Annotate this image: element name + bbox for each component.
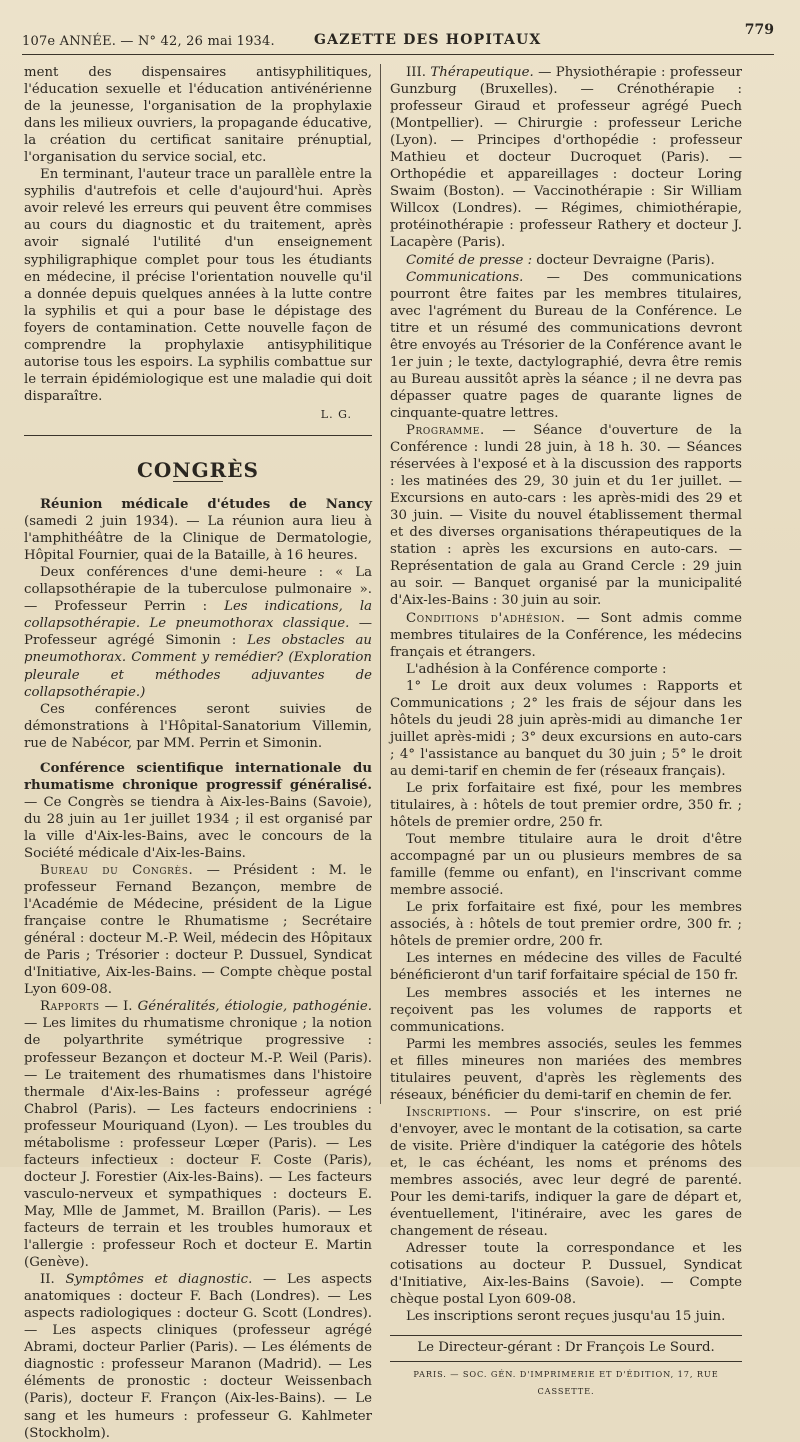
rapports-text: — Les limites du rhumatisme chronique ; la notion de polyarthrite symétrique progressive : professeur Bezançon et docteur M.-P. Weil (Paris). — Le traitement des rhumatismes dans l'histoire thermale d'Aix-les-Bains : professeur agrégé Chabrol (Paris). — Les facteurs endocriniens : professeur Mouriquand (Lyon). — Les troubles du métabolisme : professeur Lœper (Paris). — Les facteurs infectieux : docteur F. Coste (Paris), docteur J. Forestier (Aix-les-Bains). — Les facteurs vasculo-nerveux et sympathiques : docteurs E. May, Mlle de Jammet, M. Braillon (Paris). — Les facteurs de terrain et les troubles humoraux et l'allergie : professeur Roch et docteur E. Martin (Genève). (24, 1016, 372, 1271)
author-signature: L. G. (320, 407, 352, 421)
adresser-paragraph: Adresser toute la correspondance et les cotisations au docteur P. Dussuel, Syndicat d'Initiative, Aix-les-Bains (Savoie). — Compte chèque postal Lyon 609-08. (390, 1241, 742, 1308)
conditions-label: Conditions d'adhésion. (406, 610, 566, 626)
column-divider (380, 64, 381, 1104)
adhesion-intro: L'adhésion à la Conférence comporte : (406, 661, 667, 677)
presse-text: docteur Devraigne (Paris). (536, 252, 715, 268)
recues-paragraph: Les inscriptions seront reçues jusqu'au 15 juin. (406, 1309, 726, 1325)
presse-paragraph (390, 252, 742, 269)
right-column (390, 64, 742, 1400)
conference-text: — Ce Congrès se tiendra à Aix-les-Bains (Savoie), du 28 juin au 1er juillet 1934 ; il est organisé par la ville d'Aix-les-Bains, avec le concours de la Société médicale d'Aix-les-Bains. (24, 794, 372, 861)
iii-text: — Physiothérapie : professeur Gunzburg (Bruxelles). — Crénothérapie : professeur Giraud et professeur agrégé Puech (Montpellier). — Chirurgie : professeur Leriche (Lyon). — Principes d'orthopédie : professeur Mathieu et docteur Ducroquet (Paris). — Orthopédie et appareillages : docteur Loring Swaim (Boston). — Vaccinothérapie : Sir William Willcox (Londres). — Régimes, chimiothérapie, protéinothérapie : professeur Rathery et docteur J. Lacapère (Paris). (390, 65, 742, 251)
conference-title: Conférence scientifique internationale du rhumatisme chronique progressif généralisé. (24, 760, 372, 793)
iii-title: Thérapeutique. (430, 65, 534, 80)
nancy-conf-italic-2: Les obstacles au pneumothorax. Comment y remédier? (Exploration pleurale et méthodes adjuvantes de collapsothérapie.) (24, 633, 372, 700)
inscriptions-label: Inscriptions. (406, 1104, 492, 1120)
nancy-conf-text: Deux conférences d'une demi-heure : « La collapsothérapie de la tuberculose pulmonaire ». — Professeur Perrin : (24, 565, 372, 615)
conditions-paragraph (390, 610, 742, 661)
nancy-conf-text-2: — Professeur agrégé Simonin : (24, 616, 372, 649)
mineures-paragraph: Parmi les membres associés, seules les femmes et filles mineures non mariées des membres titulaires peuvent, d'après les règlements des réseaux, bénéficier du demi-tarif en chemin de fer. (390, 1036, 742, 1103)
conditions-text: — Sont admis comme membres titulaires de la Conférence, les médecins français et étrangers. (390, 610, 742, 660)
communications-paragraph (390, 269, 742, 422)
nancy-title: Réunion médicale d'études de Nancy (40, 497, 372, 513)
section-divider (24, 435, 372, 436)
bureau-label: Bureau du Congrès. (40, 863, 194, 879)
presse-label: Comité de presse : (406, 252, 533, 268)
bureau-paragraph (24, 862, 372, 998)
nancy-conferences (24, 564, 372, 700)
article-paragraph: ment des dispensaires antisyphilitiques, l'éducation sexuelle et l'éducation antivénérienne de la jeunesse, l'organisation de la prophylaxie dans les milieux ouvriers, la propagande éducative, la création du certificat sanitaire prénuptial, l'organisation du service social, etc. (24, 65, 372, 166)
famille-paragraph: Tout membre titulaire aura le droit d'être accompagné par un ou plusieurs membres de sa famille (femme ou enfant), en l'inscrivant comme membre associé. (390, 832, 742, 899)
left-column (24, 64, 372, 1442)
page-header (22, 22, 774, 55)
inscriptions-paragraph (390, 1104, 742, 1240)
symptomes-paragraph (24, 1271, 372, 1441)
ii-numeral: II. (40, 1272, 55, 1288)
rapports-label: Rapports (40, 999, 100, 1015)
associes-volumes: Les membres associés et les internes ne reçoivent pas les volumes de rapports et communications. (390, 985, 742, 1035)
prix-titulaires: Le prix forfaitaire est fixé, pour les membres titulaires, à : hôtels de tout premier ordre, 350 fr. ; hôtels de premier ordre, 250 fr. (390, 780, 742, 831)
nancy-text: (samedi 2 juin 1934). — La réunion aura lieu à l'amphithéâtre de la Clinique de Dermatologie, Hôpital Fournier, quai de la Bataille, à 16 heures. (24, 514, 372, 564)
prix-associes: Le prix forfaitaire est fixé, pour les membres associés, à : hôtels de tout premier ordre, 300 fr. ; hôtels de premier ordre, 200 fr. (390, 900, 742, 950)
communications-label: Communications. (406, 269, 524, 285)
nancy-demo: Ces conférences seront suivies de démonstrations à l'Hôpital-Sanatorium Villemin, rue de Nabécor, par MM. Perrin et Simonin. (24, 701, 372, 751)
programme-text: — Séance d'ouverture de la Conférence : lundi 28 juin, à 18 h. 30. — Séances réservées à l'exposé et à la discussion des rapports : les matinées des 29, 30 juin et du 1er juillet. — Excursions en auto-cars : les après-midi des 29 et 30 juin. — Visite du nouvel établissement thermal et des diverses organisations thérapeutiques de la station : après les excursions en auto-cars. — Représentation de gala au Grand Cercle : 29 juin au soir. — Banquet organisé par la municipalité d'Aix-les-Bains : 30 juin au soir. (390, 422, 742, 609)
rapports-numeral: — I. (104, 999, 133, 1015)
internes-paragraph: Les internes en médecine des villes de Faculté bénéficieront d'un tarif forfaitaire spécial de 150 fr. (390, 951, 742, 984)
issue-line: 107e ANNÉE. — N° 42, 26 mai 1934. (22, 34, 275, 49)
bureau-text: — Président : M. le professeur Fernand Bezançon, membre de l'Académie de Médecine, président de la Ligue française contre le Rhumatisme ; Secrétaire général : docteur M.-P. Weil, médecin des Hôpitaux de Paris ; Trésorier : docteur P. Dussuel, Syndicat d'Initiative, Aix-les-Bains. — Compte chèque postal Lyon 609-08. (24, 863, 372, 998)
communications-text: — Des communications pourront être faites par les membres titulaires, avec l'agrément du Bureau de la Conférence. Le titre et un résumé des communications devront être envoyés au Trésorier de la Conférence avant le 1er juin ; le texte, dactylographié, devra être remis au Bureau aussitôt après la séance ; il ne devra pas dépasser quatre pages de quarante lignes de cinquante-quatre lettres. (390, 269, 742, 421)
footer-block (390, 1335, 742, 1399)
nancy-paragraph (24, 496, 372, 564)
conference-paragraph (24, 760, 372, 862)
ii-text: — Les aspects anatomiques : docteur F. Bach (Londres). — Les aspects radiologiques : docteur G. Scott (Londres). — Les aspects cliniques (professeur agrégé Abrami, docteur Parlier (Paris). — Les éléments de diagnostic : professeur Maranon (Madrid). — Les éléments de pronostic : docteur Weissenbach (Paris), docteur F. Françon (Aix-les-Bains). — Le sang et les humeurs : professeur G. Kahlmeter (Stockholm). (24, 1272, 372, 1441)
inscriptions-text: — Pour s'inscrire, on est prié d'envoyer, avec le montant de la cotisation, sa carte de visite. Prière d'indiquer la catégorie des hôtels et, le cas échéant, les noms et prénoms des membres associés, avec leur degré de parenté. Pour les demi-tarifs, indiquer la gare de départ et, éventuellement, l'itinéraire, avec les gares de changement de réseau. (390, 1104, 742, 1240)
footer-rule (390, 1361, 742, 1362)
therapeutique-paragraph (390, 64, 742, 252)
section-title: CONGRÈS (136, 457, 259, 482)
ii-title: Symptômes et diagnostic. (65, 1272, 253, 1288)
rapports-title: Généralités, étiologie, pathogénie. (137, 999, 372, 1015)
rapports-paragraph (24, 998, 372, 1271)
nancy-conf-italic: Les indications, la collapsothérapie. Le pneumothorax classique. (24, 599, 372, 632)
programme-label: Programme. (406, 422, 485, 438)
programme-paragraph (390, 422, 742, 610)
iii-numeral: III. (406, 65, 426, 80)
page-number: 779 (744, 22, 774, 38)
adhesion-list: 1° Le droit aux deux volumes : Rapports et Communications ; 2° les frais de séjour dans les hôtels du jeudi 28 juin après-midi au dimanche 1er juillet après-midi ; 3° deux excursions en auto-cars ; 4° l'assistance au banquet du 30 juin ; 5° le droit au demi-tarif en chemin de fer (réseaux français). (390, 678, 742, 779)
printer-line: PARIS. — SOC. GÉN. D'IMPRIMERIE ET D'ÉDITION, 17, RUE CASSETTE. (413, 1368, 719, 1396)
director-line: Le Directeur-gérant : Dr François Le Sourd. (417, 1340, 715, 1356)
journal-title: GAZETTE DES HOPITAUX (314, 32, 542, 48)
article-paragraph: En terminant, l'auteur trace un parallèle entre la syphilis d'autrefois et celle d'aujourd'hui. Après avoir relevé les erreurs qui peuvent être commises au cours du diagnostic et du traitement, après avoir signalé l'utilité d'un enseignement syphiligraphique complet pour tous les étudiants en médecine, il précise l'orientation nouvelle qu'il a donnée depuis quelques années à la lutte contre la syphilis et qui a pour base le dépistage des foyers de contamination. Cette nouvelle façon de comprendre la prophylaxie antisyphilitique autorise tous les espoirs. La syphilis combattue sur le terrain épidémiologique est une maladie qui doit disparaître. (24, 167, 372, 404)
